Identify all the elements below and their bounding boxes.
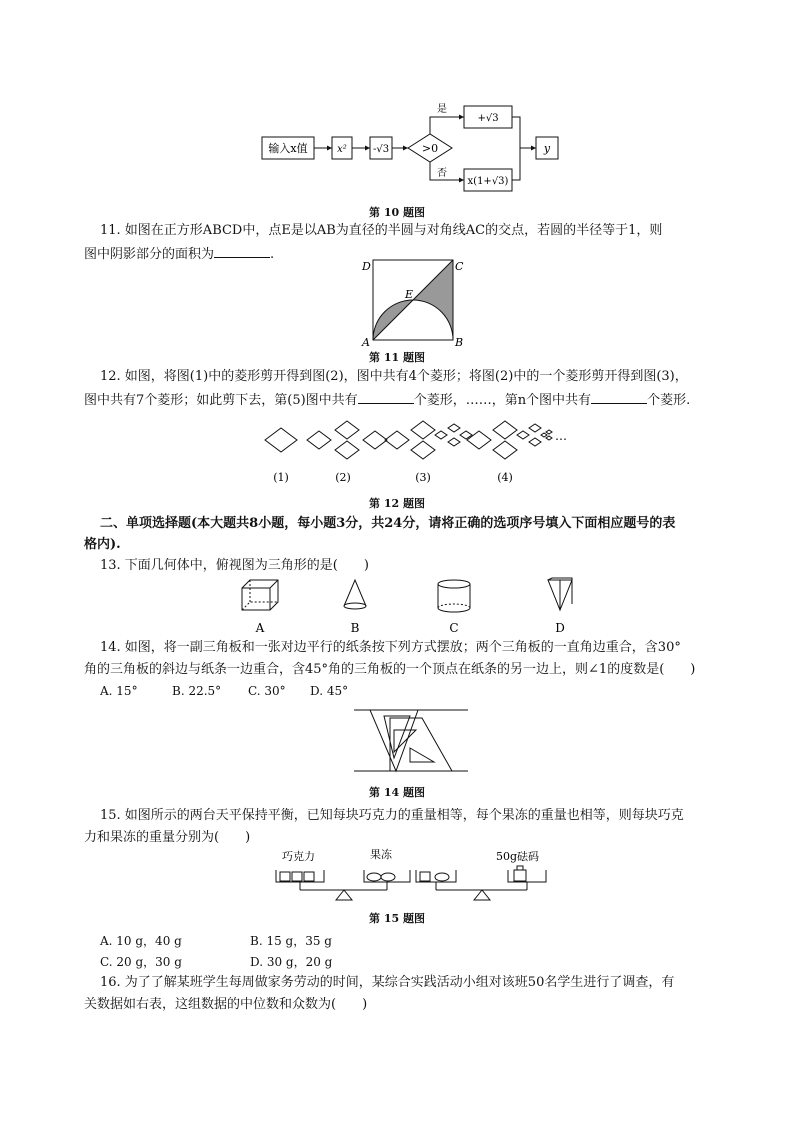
label-E: E: [405, 288, 414, 301]
q16-line2: 关数据如右表，这组数据的中位数和众数为( ): [84, 997, 368, 1012]
q14-option-b: B. 22.5°: [172, 684, 222, 698]
figure-15-caption: 第 15 题图: [369, 912, 425, 925]
q12-ellipsis: …: [555, 429, 567, 443]
figure-12-caption: 第 12 题图: [369, 497, 425, 510]
q15-option-b: B. 15 g，35 g: [250, 934, 332, 948]
label-C: C: [455, 260, 464, 273]
q13-option-b: B: [350, 621, 360, 635]
figure-12-rhombi: [255, 418, 575, 490]
q12-line2: [84, 389, 708, 411]
q11-line2-end: .: [270, 247, 275, 262]
figure-10-flowchart: [250, 98, 570, 198]
label-weight: 50g砝码: [496, 850, 540, 863]
q12-line2-a: 图中共有7个菱形；如此剪下去，第(5)图中共有: [84, 393, 358, 408]
flow-yes-label: 是: [437, 104, 447, 115]
q12-blank-1: [358, 389, 414, 404]
flow-condition-label: >0: [421, 142, 439, 155]
label-jelly: 果冻: [370, 848, 392, 861]
label-A: A: [362, 336, 370, 348]
flow-plus-label: +√3: [477, 113, 499, 124]
q15-option-a: A. 10 g，40 g: [100, 934, 182, 948]
label-D: D: [362, 260, 371, 273]
q13-text: 13. 下面几何体中，俯视图为三角形的是( ): [100, 558, 369, 573]
q15-line1: 15. 如图所示的两台天平保持平衡，已知每块巧克力的重量相等，每个果冻的重量也相等，则每块巧克: [100, 808, 684, 823]
q14-line2: 角的三角板的斜边与纸条一边重合，含45°角的三角板的一个顶点在纸条的另一边上，则∠1的度数是( ): [84, 662, 696, 677]
q15-line2: 力和果冻的重量分别为( ): [84, 830, 251, 845]
q14-option-a: A. 15°: [100, 684, 138, 698]
figure-11-caption: 第 11 题图: [369, 351, 425, 364]
q12-label-4: (4): [497, 471, 513, 484]
flow-times-label: x(1+√3): [467, 176, 509, 187]
label-chocolate: 巧克力: [282, 850, 315, 863]
figure-10-caption: 第 10 题图: [369, 206, 425, 219]
q14-option-d: D. 45°: [310, 684, 349, 698]
q15-option-d: D. 30 g，20 g: [250, 955, 333, 969]
q11-answer-blank: [214, 243, 270, 258]
q11-line2-text: 图中阴影部分的面积为: [84, 247, 215, 262]
q12-label-3: (3): [415, 471, 431, 484]
flow-output-label: y: [543, 142, 551, 155]
section2-heading-line1: 二、单项选择题(本大题共8小题，每小题3分，共24分，请将正确的选项序号填入下面相应题号的表: [100, 516, 676, 531]
q11-line1: 11. 如图在正方形ABCD中，点E是以AB为直径的半圆与对角线AC的交点，若圆的半径等于1，则: [100, 223, 663, 238]
flow-minus-label: -√3: [372, 144, 390, 155]
q12-line2-c: 个菱形.: [647, 393, 691, 408]
q14-option-c: C. 30°: [248, 684, 286, 698]
q12-label-1: (1): [273, 471, 289, 484]
q12-blank-2: [591, 389, 647, 404]
q13-option-a: A: [255, 621, 265, 635]
q15-option-c: C. 20 g，30 g: [100, 955, 182, 969]
flow-square-label: x²: [337, 144, 347, 155]
flow-no-label: 否: [437, 168, 447, 179]
q14-line1: 14. 如图，将一副三角板和一张对边平行的纸条按下列方式摆放；两个三角板的一直角边重合，含30°: [100, 640, 681, 655]
q12-label-2: (2): [335, 471, 351, 484]
q13-option-d: D: [555, 621, 565, 635]
figure-14-caption: 第 14 题图: [369, 786, 425, 799]
figure-11-square: [355, 258, 465, 348]
label-B: B: [455, 336, 464, 348]
q13-option-c: C: [449, 621, 459, 635]
q13-solids: [230, 574, 590, 636]
figure-15-scales: [270, 844, 550, 904]
q12-line1: 12. 如图，将图(1)中的菱形剪开得到图(2)，图中共有4个菱形；将图(2)中的一个菱形剪开得到图(3)，: [100, 369, 688, 384]
q16-line1: 16. 为了了解某班学生每周做家务劳动的时间，某综合实践活动小组对该班50名学生进行了调查，有: [100, 975, 675, 990]
section2-heading-line2: 格内).: [84, 537, 121, 552]
q12-line2-b: 个菱形，……，第n个图中共有: [413, 393, 592, 408]
figure-14-triangles: [350, 702, 475, 778]
flow-input-label: 输入x值: [268, 142, 308, 155]
